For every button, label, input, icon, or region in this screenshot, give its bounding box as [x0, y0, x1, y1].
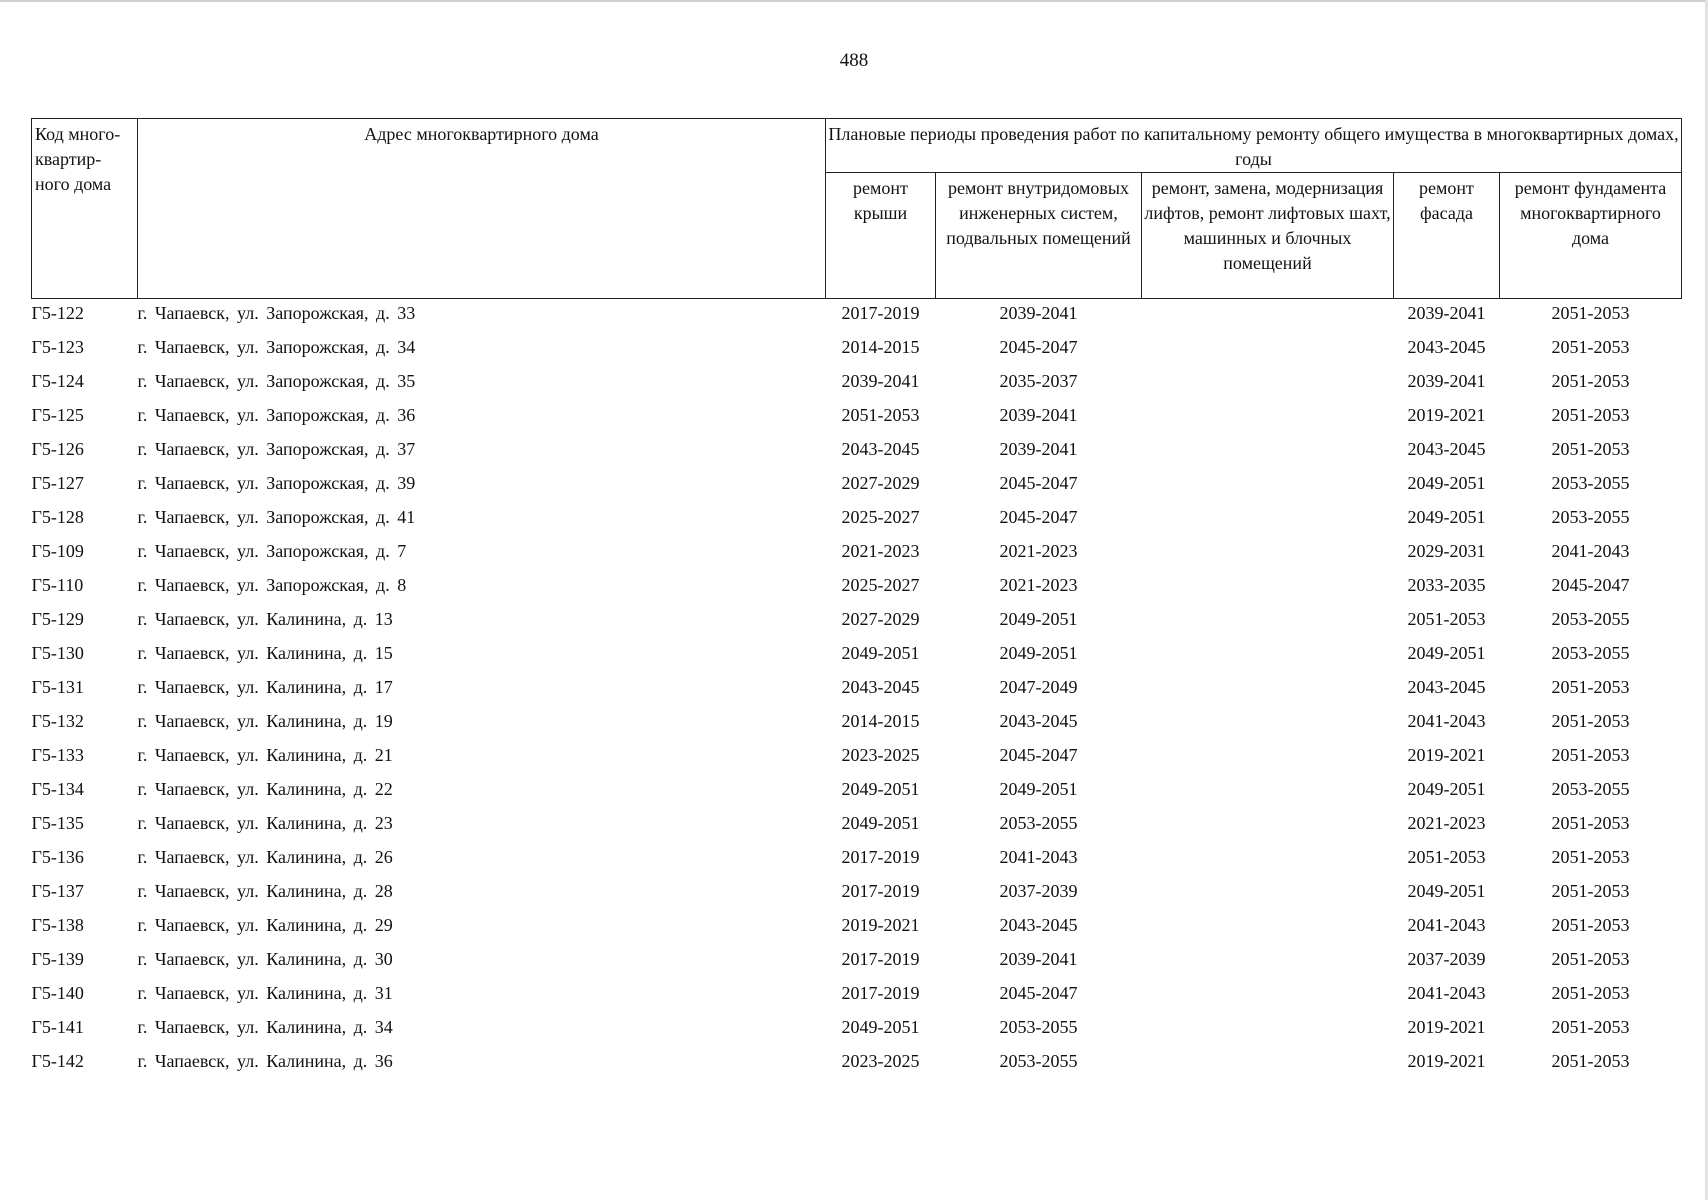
cell-engineering: 2021-2023	[999, 575, 1078, 595]
cell-code: Г5-130	[31, 643, 84, 663]
header-periods-group: Плановые периоды проведения работ по капитальному ремонту общего имущества в многоквартирных домах, годы	[826, 119, 1682, 173]
scan-edge-top	[0, 0, 1708, 2]
cell-lifts	[1142, 539, 1394, 573]
cell-address: г. Чапаевск, ул. Калинина, д. 31	[137, 983, 393, 1003]
cell-engineering: 2045-2047	[999, 983, 1078, 1003]
cell-lifts	[1142, 709, 1394, 743]
cell-address: г. Чапаевск, ул. Калинина, д. 29	[137, 915, 393, 935]
cell-foundation: 2051-2053	[1551, 847, 1630, 867]
cell-facade: 2019-2021	[1407, 1017, 1486, 1037]
header-lifts: ремонт, замена, модернизация лифтов, ремонт лифтовых шахт, машинных и блочных помещений	[1142, 173, 1394, 299]
cell-engineering: 2037-2039	[999, 881, 1078, 901]
cell-engineering: 2053-2055	[999, 813, 1078, 833]
cell-lifts	[1142, 573, 1394, 607]
cell-roof: 2017-2019	[841, 983, 920, 1003]
cell-address: г. Чапаевск, ул. Калинина, д. 34	[137, 1017, 393, 1037]
cell-code: Г5-132	[31, 711, 84, 731]
cell-code: Г5-135	[31, 813, 84, 833]
cell-roof: 2017-2019	[841, 847, 920, 867]
cell-foundation: 2051-2053	[1551, 303, 1630, 323]
cell-code: Г5-134	[31, 779, 84, 799]
table-row	[32, 709, 1682, 743]
cell-lifts	[1142, 777, 1394, 811]
cell-foundation: 2051-2053	[1551, 711, 1630, 731]
cell-engineering: 2039-2041	[999, 405, 1078, 425]
cell-facade: 2039-2041	[1407, 303, 1486, 323]
cell-lifts	[1142, 299, 1394, 336]
cell-lifts	[1142, 743, 1394, 777]
cell-code: Г5-127	[31, 473, 84, 493]
cell-engineering: 2053-2055	[999, 1051, 1078, 1071]
cell-roof: 2049-2051	[841, 1017, 920, 1037]
table-row	[32, 743, 1682, 777]
cell-engineering: 2045-2047	[999, 507, 1078, 527]
cell-code: Г5-129	[31, 609, 84, 629]
table-row	[32, 675, 1682, 709]
cell-lifts	[1142, 403, 1394, 437]
cell-engineering: 2047-2049	[999, 677, 1078, 697]
cell-facade: 2043-2045	[1407, 677, 1486, 697]
cell-foundation: 2053-2055	[1551, 779, 1630, 799]
cell-lifts	[1142, 607, 1394, 641]
cell-engineering: 2045-2047	[999, 337, 1078, 357]
cell-engineering: 2043-2045	[999, 711, 1078, 731]
table-row	[32, 777, 1682, 811]
cell-facade: 2043-2045	[1407, 337, 1486, 357]
cell-roof: 2017-2019	[841, 303, 920, 323]
header-code: Код много-квартир-ного дома	[32, 119, 138, 299]
cell-lifts	[1142, 947, 1394, 981]
cell-facade: 2041-2043	[1407, 983, 1486, 1003]
header-facade: ремонт фасада	[1394, 173, 1500, 299]
cell-address: г. Чапаевск, ул. Запорожская, д. 37	[137, 439, 416, 459]
header-foundation: ремонт фундамента многоквартирного дома	[1500, 173, 1682, 299]
cell-code: Г5-142	[31, 1051, 84, 1071]
table-row	[32, 369, 1682, 403]
cell-foundation: 2051-2053	[1551, 337, 1630, 357]
cell-code: Г5-109	[31, 541, 84, 561]
cell-foundation: 2051-2053	[1551, 405, 1630, 425]
cell-lifts	[1142, 335, 1394, 369]
cell-lifts	[1142, 369, 1394, 403]
table-row	[32, 335, 1682, 369]
cell-foundation: 2051-2053	[1551, 881, 1630, 901]
cell-facade: 2019-2021	[1407, 745, 1486, 765]
cell-address: г. Чапаевск, ул. Калинина, д. 23	[137, 813, 393, 833]
table-row	[32, 879, 1682, 913]
cell-engineering: 2049-2051	[999, 609, 1078, 629]
cell-lifts	[1142, 913, 1394, 947]
cell-address: г. Чапаевск, ул. Калинина, д. 36	[137, 1051, 393, 1071]
cell-facade: 2051-2053	[1407, 847, 1486, 867]
cell-lifts	[1142, 811, 1394, 845]
cell-foundation: 2051-2053	[1551, 371, 1630, 391]
cell-roof: 2039-2041	[841, 371, 920, 391]
cell-code: Г5-133	[31, 745, 84, 765]
repair-schedule-table	[31, 118, 1682, 1083]
cell-facade: 2049-2051	[1407, 643, 1486, 663]
cell-code: Г5-125	[31, 405, 84, 425]
cell-lifts	[1142, 845, 1394, 879]
cell-lifts	[1142, 1015, 1394, 1049]
cell-address: г. Чапаевск, ул. Калинина, д. 21	[137, 745, 393, 765]
cell-lifts	[1142, 879, 1394, 913]
cell-code: Г5-140	[31, 983, 84, 1003]
cell-roof: 2021-2023	[841, 541, 920, 561]
table-row	[32, 573, 1682, 607]
cell-roof: 2043-2045	[841, 439, 920, 459]
cell-address: г. Чапаевск, ул. Запорожская, д. 33	[137, 303, 416, 323]
cell-engineering: 2039-2041	[999, 439, 1078, 459]
table-row	[32, 1015, 1682, 1049]
cell-facade: 2049-2051	[1407, 473, 1486, 493]
cell-facade: 2039-2041	[1407, 371, 1486, 391]
cell-lifts	[1142, 505, 1394, 539]
cell-facade: 2051-2053	[1407, 609, 1486, 629]
cell-address: г. Чапаевск, ул. Запорожская, д. 8	[137, 575, 407, 595]
cell-address: г. Чапаевск, ул. Запорожская, д. 34	[137, 337, 416, 357]
cell-foundation: 2041-2043	[1551, 541, 1630, 561]
cell-foundation: 2051-2053	[1551, 1051, 1630, 1071]
cell-code: Г5-126	[31, 439, 84, 459]
table-row	[32, 505, 1682, 539]
cell-roof: 2027-2029	[841, 609, 920, 629]
cell-engineering: 2049-2051	[999, 643, 1078, 663]
table-row	[32, 471, 1682, 505]
cell-address: г. Чапаевск, ул. Калинина, д. 26	[137, 847, 393, 867]
cell-lifts	[1142, 471, 1394, 505]
cell-roof: 2049-2051	[841, 643, 920, 663]
cell-facade: 2043-2045	[1407, 439, 1486, 459]
cell-facade: 2041-2043	[1407, 711, 1486, 731]
table-row	[32, 1049, 1682, 1083]
cell-roof: 2017-2019	[841, 881, 920, 901]
cell-lifts	[1142, 1049, 1394, 1083]
cell-foundation: 2053-2055	[1551, 507, 1630, 527]
table-row	[32, 811, 1682, 845]
header-address: Адрес многоквартирного дома	[138, 119, 826, 299]
cell-engineering: 2045-2047	[999, 473, 1078, 493]
cell-address: г. Чапаевск, ул. Калинина, д. 30	[137, 949, 393, 969]
cell-code: Г5-141	[31, 1017, 84, 1037]
cell-code: Г5-128	[31, 507, 84, 527]
cell-code: Г5-137	[31, 881, 84, 901]
cell-code: Г5-123	[31, 337, 84, 357]
cell-lifts	[1142, 641, 1394, 675]
cell-code: Г5-139	[31, 949, 84, 969]
cell-address: г. Чапаевск, ул. Запорожская, д. 41	[137, 507, 416, 527]
cell-roof: 2051-2053	[841, 405, 920, 425]
table-row	[32, 981, 1682, 1015]
cell-facade: 2049-2051	[1407, 779, 1486, 799]
header-roof: ремонт крыши	[826, 173, 936, 299]
cell-foundation: 2051-2053	[1551, 745, 1630, 765]
cell-address: г. Чапаевск, ул. Калинина, д. 15	[137, 643, 393, 663]
cell-roof: 2023-2025	[841, 1051, 920, 1071]
header-engineering: ремонт внутридомовых инженерных систем, подвальных помещений	[936, 173, 1142, 299]
cell-address: г. Чапаевск, ул. Запорожская, д. 7	[137, 541, 407, 561]
cell-foundation: 2051-2053	[1551, 439, 1630, 459]
cell-engineering: 2053-2055	[999, 1017, 1078, 1037]
cell-roof: 2025-2027	[841, 507, 920, 527]
cell-roof: 2027-2029	[841, 473, 920, 493]
cell-address: г. Чапаевск, ул. Калинина, д. 22	[137, 779, 393, 799]
cell-engineering: 2039-2041	[999, 303, 1078, 323]
cell-code: Г5-122	[31, 303, 84, 323]
cell-roof: 2025-2027	[841, 575, 920, 595]
cell-code: Г5-124	[31, 371, 84, 391]
table-row	[32, 845, 1682, 879]
cell-engineering: 2035-2037	[999, 371, 1078, 391]
cell-foundation: 2051-2053	[1551, 677, 1630, 697]
cell-address: г. Чапаевск, ул. Калинина, д. 13	[137, 609, 393, 629]
cell-roof: 2014-2015	[841, 337, 920, 357]
cell-lifts	[1142, 437, 1394, 471]
table-row	[32, 607, 1682, 641]
cell-lifts	[1142, 675, 1394, 709]
cell-address: г. Чапаевск, ул. Калинина, д. 19	[137, 711, 393, 731]
cell-address: г. Чапаевск, ул. Калинина, д. 28	[137, 881, 393, 901]
page-number: 488	[839, 50, 869, 71]
cell-engineering: 2021-2023	[999, 541, 1078, 561]
cell-facade: 2049-2051	[1407, 881, 1486, 901]
table-row	[32, 539, 1682, 573]
cell-code: Г5-131	[31, 677, 84, 697]
cell-code: Г5-110	[31, 575, 84, 595]
table-body	[32, 299, 1682, 1084]
table-row	[32, 913, 1682, 947]
table-row	[32, 403, 1682, 437]
cell-foundation: 2051-2053	[1551, 983, 1630, 1003]
cell-facade: 2041-2043	[1407, 915, 1486, 935]
cell-engineering: 2045-2047	[999, 745, 1078, 765]
cell-roof: 2017-2019	[841, 949, 920, 969]
cell-foundation: 2053-2055	[1551, 473, 1630, 493]
cell-engineering: 2039-2041	[999, 949, 1078, 969]
cell-foundation: 2051-2053	[1551, 813, 1630, 833]
cell-engineering: 2041-2043	[999, 847, 1078, 867]
cell-address: г. Чапаевск, ул. Запорожская, д. 39	[137, 473, 416, 493]
table-row	[32, 437, 1682, 471]
cell-facade: 2029-2031	[1407, 541, 1486, 561]
cell-code: Г5-136	[31, 847, 84, 867]
cell-engineering: 2043-2045	[999, 915, 1078, 935]
table-header	[32, 119, 1682, 299]
cell-roof: 2043-2045	[841, 677, 920, 697]
cell-facade: 2019-2021	[1407, 1051, 1486, 1071]
cell-facade: 2019-2021	[1407, 405, 1486, 425]
cell-roof: 2049-2051	[841, 813, 920, 833]
cell-facade: 2037-2039	[1407, 949, 1486, 969]
cell-foundation: 2051-2053	[1551, 915, 1630, 935]
table-row	[32, 641, 1682, 675]
cell-address: г. Чапаевск, ул. Запорожская, д. 36	[137, 405, 416, 425]
cell-roof: 2014-2015	[841, 711, 920, 731]
cell-facade: 2021-2023	[1407, 813, 1486, 833]
table-row	[32, 947, 1682, 981]
cell-roof: 2023-2025	[841, 745, 920, 765]
cell-foundation: 2053-2055	[1551, 609, 1630, 629]
cell-address: г. Чапаевск, ул. Калинина, д. 17	[137, 677, 393, 697]
table-row	[32, 299, 1682, 336]
cell-roof: 2049-2051	[841, 779, 920, 799]
cell-roof: 2019-2021	[841, 915, 920, 935]
cell-facade: 2049-2051	[1407, 507, 1486, 527]
cell-lifts	[1142, 981, 1394, 1015]
cell-foundation: 2045-2047	[1551, 575, 1630, 595]
cell-code: Г5-138	[31, 915, 84, 935]
cell-facade: 2033-2035	[1407, 575, 1486, 595]
cell-engineering: 2049-2051	[999, 779, 1078, 799]
cell-foundation: 2053-2055	[1551, 643, 1630, 663]
cell-foundation: 2051-2053	[1551, 1017, 1630, 1037]
cell-foundation: 2051-2053	[1551, 949, 1630, 969]
cell-address: г. Чапаевск, ул. Запорожская, д. 35	[137, 371, 416, 391]
